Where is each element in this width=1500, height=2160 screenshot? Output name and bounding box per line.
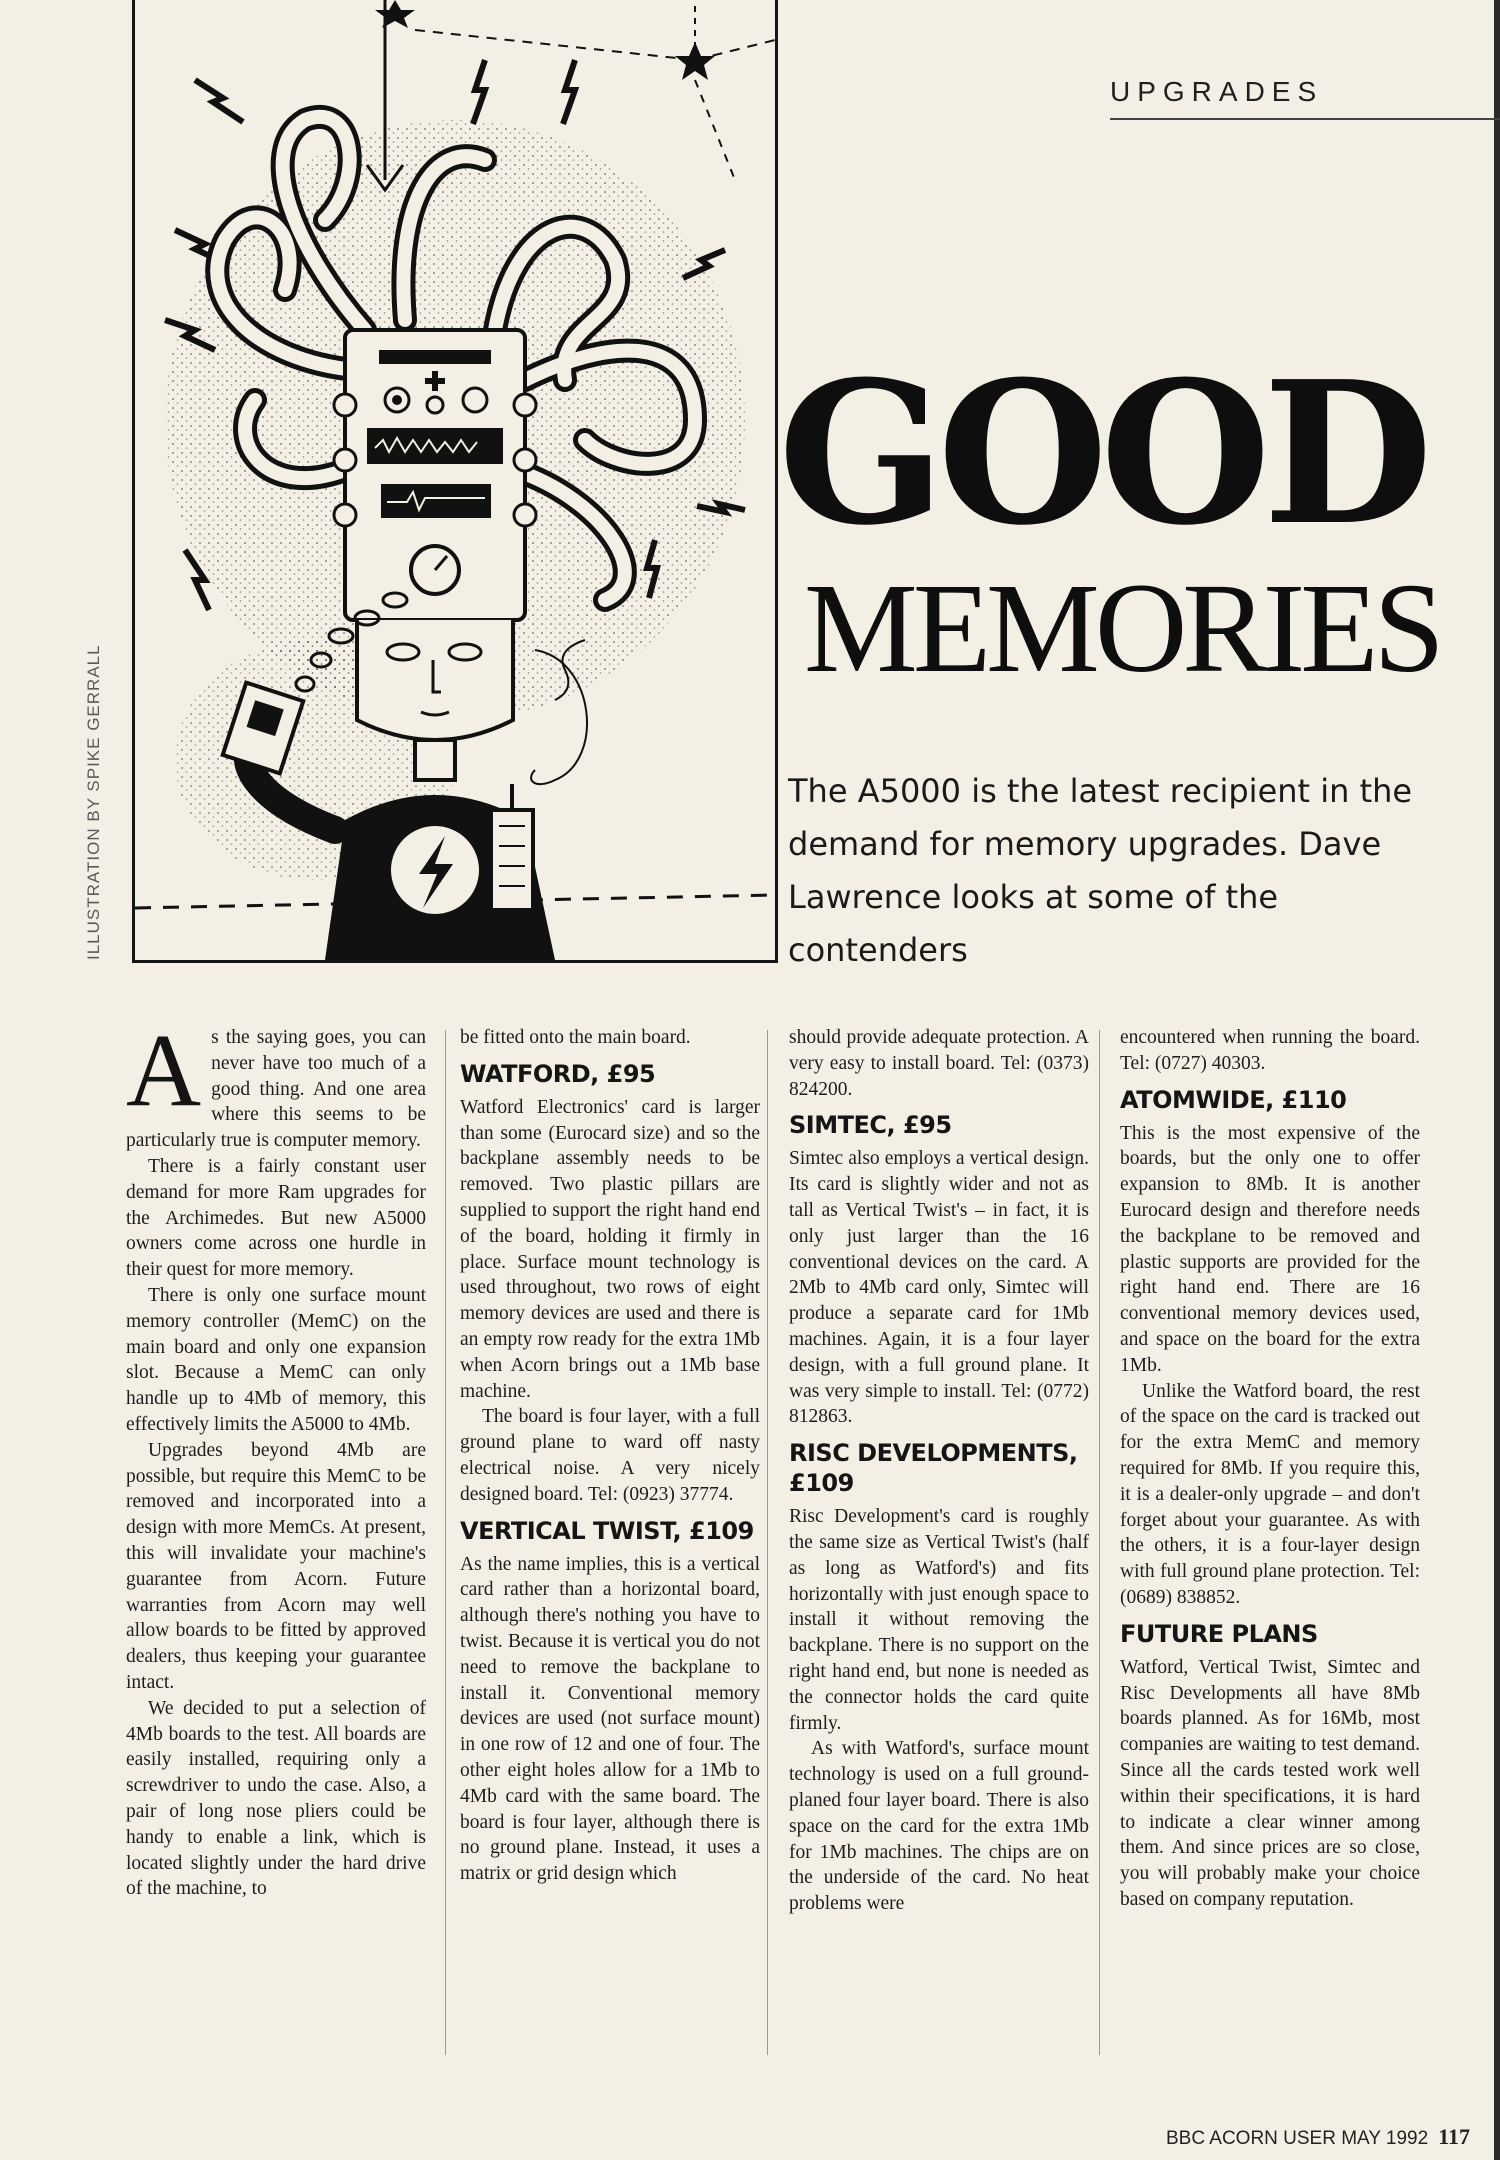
drop-cap: A: [126, 1013, 202, 1128]
body-paragraph: should provide adequate protection. A very easy to install board. Tel: (0373) 824200.: [789, 1027, 1089, 1100]
article-column-1: [126, 1013, 426, 1902]
article-column-4: [1120, 1025, 1420, 1913]
body-paragraph: There is a fairly constant user demand for more Ram upgrades for the Archimedes. But new A5000 owners come across one hurdle in their quest for more memory.: [126, 1155, 426, 1281]
column-rule: [445, 1030, 446, 2055]
subheading-future-plans: FUTURE PLANS: [1120, 1619, 1318, 1648]
section-tag: UPGRADES: [1110, 76, 1324, 107]
subheading-simtec: SIMTEC, £95: [789, 1111, 952, 1140]
column-rule: [1099, 1030, 1100, 2055]
subheading-watford: WATFORD, £95: [460, 1059, 656, 1088]
body-paragraph: This is the most expensive of the boards, but the only one to offer expansion to 8Mb. It is another Eurocard design and therefore needs the backplane to be removed and plastic supports are provided for the right hand end. There are 16 conventional memory devices used, and space on the board for the extra 1Mb.: [1120, 1122, 1420, 1376]
page-footer: [1140, 2124, 1470, 2150]
column-rule: [767, 1030, 768, 2055]
robot-head-illustration: [132, 0, 778, 963]
standfirst: The A5000 is the latest recipient in the demand for memory upgrades. Dave Lawrence looks at some of the contenders: [788, 772, 1413, 969]
body-paragraph: As the name implies, this is a vertical card rather than a horizontal board, although there's nothing you have to twist. Because it is vertical you do not need to remove the backplane to install it. Conventional memory devices are used (not surface mount) in one row of 12 and one of four. The other eight holes allow for a 1Mb to 4Mb card with the same board. The board is four layer, although there is no ground plane. Instead, it uses a matrix or grid design which: [460, 1553, 760, 1885]
body-paragraph: There is only one surface mount memory controller (MemC) on the main board and only one expansion slot. Because a MemC can only handle up to 4Mb of memory, this effectively limits the A5000 to 4Mb.: [126, 1284, 426, 1435]
body-paragraph: As with Watford's, surface mount technology is used on a full ground-planed four layer board. There is also space on the card for the extra 1Mb for 1Mb machines. The chips are on the underside of the card. No heat problems were: [789, 1738, 1089, 1915]
body-paragraph: Simtec also employs a vertical design. Its card is slightly wider and not as tall as Vertical Twist's – in fact, it is only just larger than the 16 conventional devices on the card. A 2Mb to 4Mb card only, Simtec will produce a separate card for 1Mb machines. Again, it is a four layer design, with a full ground plane. It was very simple to install. Tel: (0772) 812863.: [789, 1148, 1089, 1428]
headline-line1: GOOD: [778, 339, 1425, 569]
publication-name: BBC ACORN USER MAY 1992: [1165, 2128, 1429, 2149]
page-number: 117: [1438, 2124, 1470, 2149]
subheading-risc-developments: RISC DEVELOPMENTS, £109: [789, 1439, 1078, 1498]
article-column-3: [789, 1025, 1089, 1917]
illustration-drawing: [135, 0, 775, 960]
body-paragraph: Watford, Vertical Twist, Simtec and Risc Developments all have 8Mb boards planned. As for 16Mb, most companies are waiting to test demand. Since all the cards tested work well within their specifications, it is hard to indicate a clear winner among them. And since prices are so close, you will probably make your choice based on company reputation.: [1120, 1656, 1420, 1910]
body-paragraph: The board is four layer, with a full ground plane to ward off nasty electrical noise. A very nicely designed board. Tel: (0923) 37774.: [460, 1406, 760, 1505]
body-paragraph: be fitted onto the main board.: [460, 1027, 691, 1048]
page-edge: [1494, 0, 1500, 2160]
intro-text: s the saying goes, you can never have too much of a good thing. And one area where this seems to be particularly true is computer memory.: [126, 1027, 426, 1152]
body-paragraph: We decided to put a selection of 4Mb boards to the test. All boards are easily installed, requiring only a screwdriver to undo the case. Also, a pair of long nose pliers could be handy to enable a link, which is located slightly under the hard drive of the machine, to: [126, 1697, 426, 1900]
section-rule: [1110, 118, 1500, 120]
subheading-atomwide: ATOMWIDE, £110: [1120, 1085, 1347, 1114]
intro-paragraph: [126, 1013, 426, 1154]
body-paragraph: Unlike the Watford board, the rest of the space on the card is tracked out for the extra MemC and memory required for 8Mb. If you require this, it is a dealer-only upgrade – and don't forget about your guarantee. As with the others, it is a four-layer design with full ground plane protection. Tel: (0689) 838852.: [1120, 1380, 1420, 1608]
body-paragraph: Upgrades beyond 4Mb are possible, but require this MemC to be removed and incorporated into a design with more MemCs. At present, this will invalidate your machine's guarantee from Acorn. Future warranties from Acorn may well allow boards to be fitted by approved dealers, thus keeping your guarantee intact.: [126, 1439, 426, 1693]
headline-line2: MEMORIES: [804, 557, 1440, 699]
body-paragraph: Watford Electronics' card is larger than some (Eurocard size) and so the backplane assembly needs to be removed. Two plastic pillars are supplied to support the right hand end of the board, holding it firmly in place. Surface mount technology is used throughout, two rows of eight memory devices are used and there is an empty row ready for the extra 1Mb when Acorn brings out a 1Mb base machine.: [460, 1096, 760, 1402]
subheading-vertical-twist: VERTICAL TWIST, £109: [460, 1516, 754, 1545]
body-paragraph: encountered when running the board. Tel: (0727) 40303.: [1120, 1027, 1420, 1074]
body-paragraph: Risc Development's card is roughly the same size as Vertical Twist's (half as long as Watford's) and fits horizontally with just enough space to install it without removing the backplane. There is no support on the right hand end, but none is needed as the connector holds the card quite firmly.: [789, 1506, 1089, 1734]
article-column-2: [460, 1025, 760, 1887]
illustration-credit: ILLUSTRATION BY SPIKE GERRALL: [84, 644, 103, 960]
